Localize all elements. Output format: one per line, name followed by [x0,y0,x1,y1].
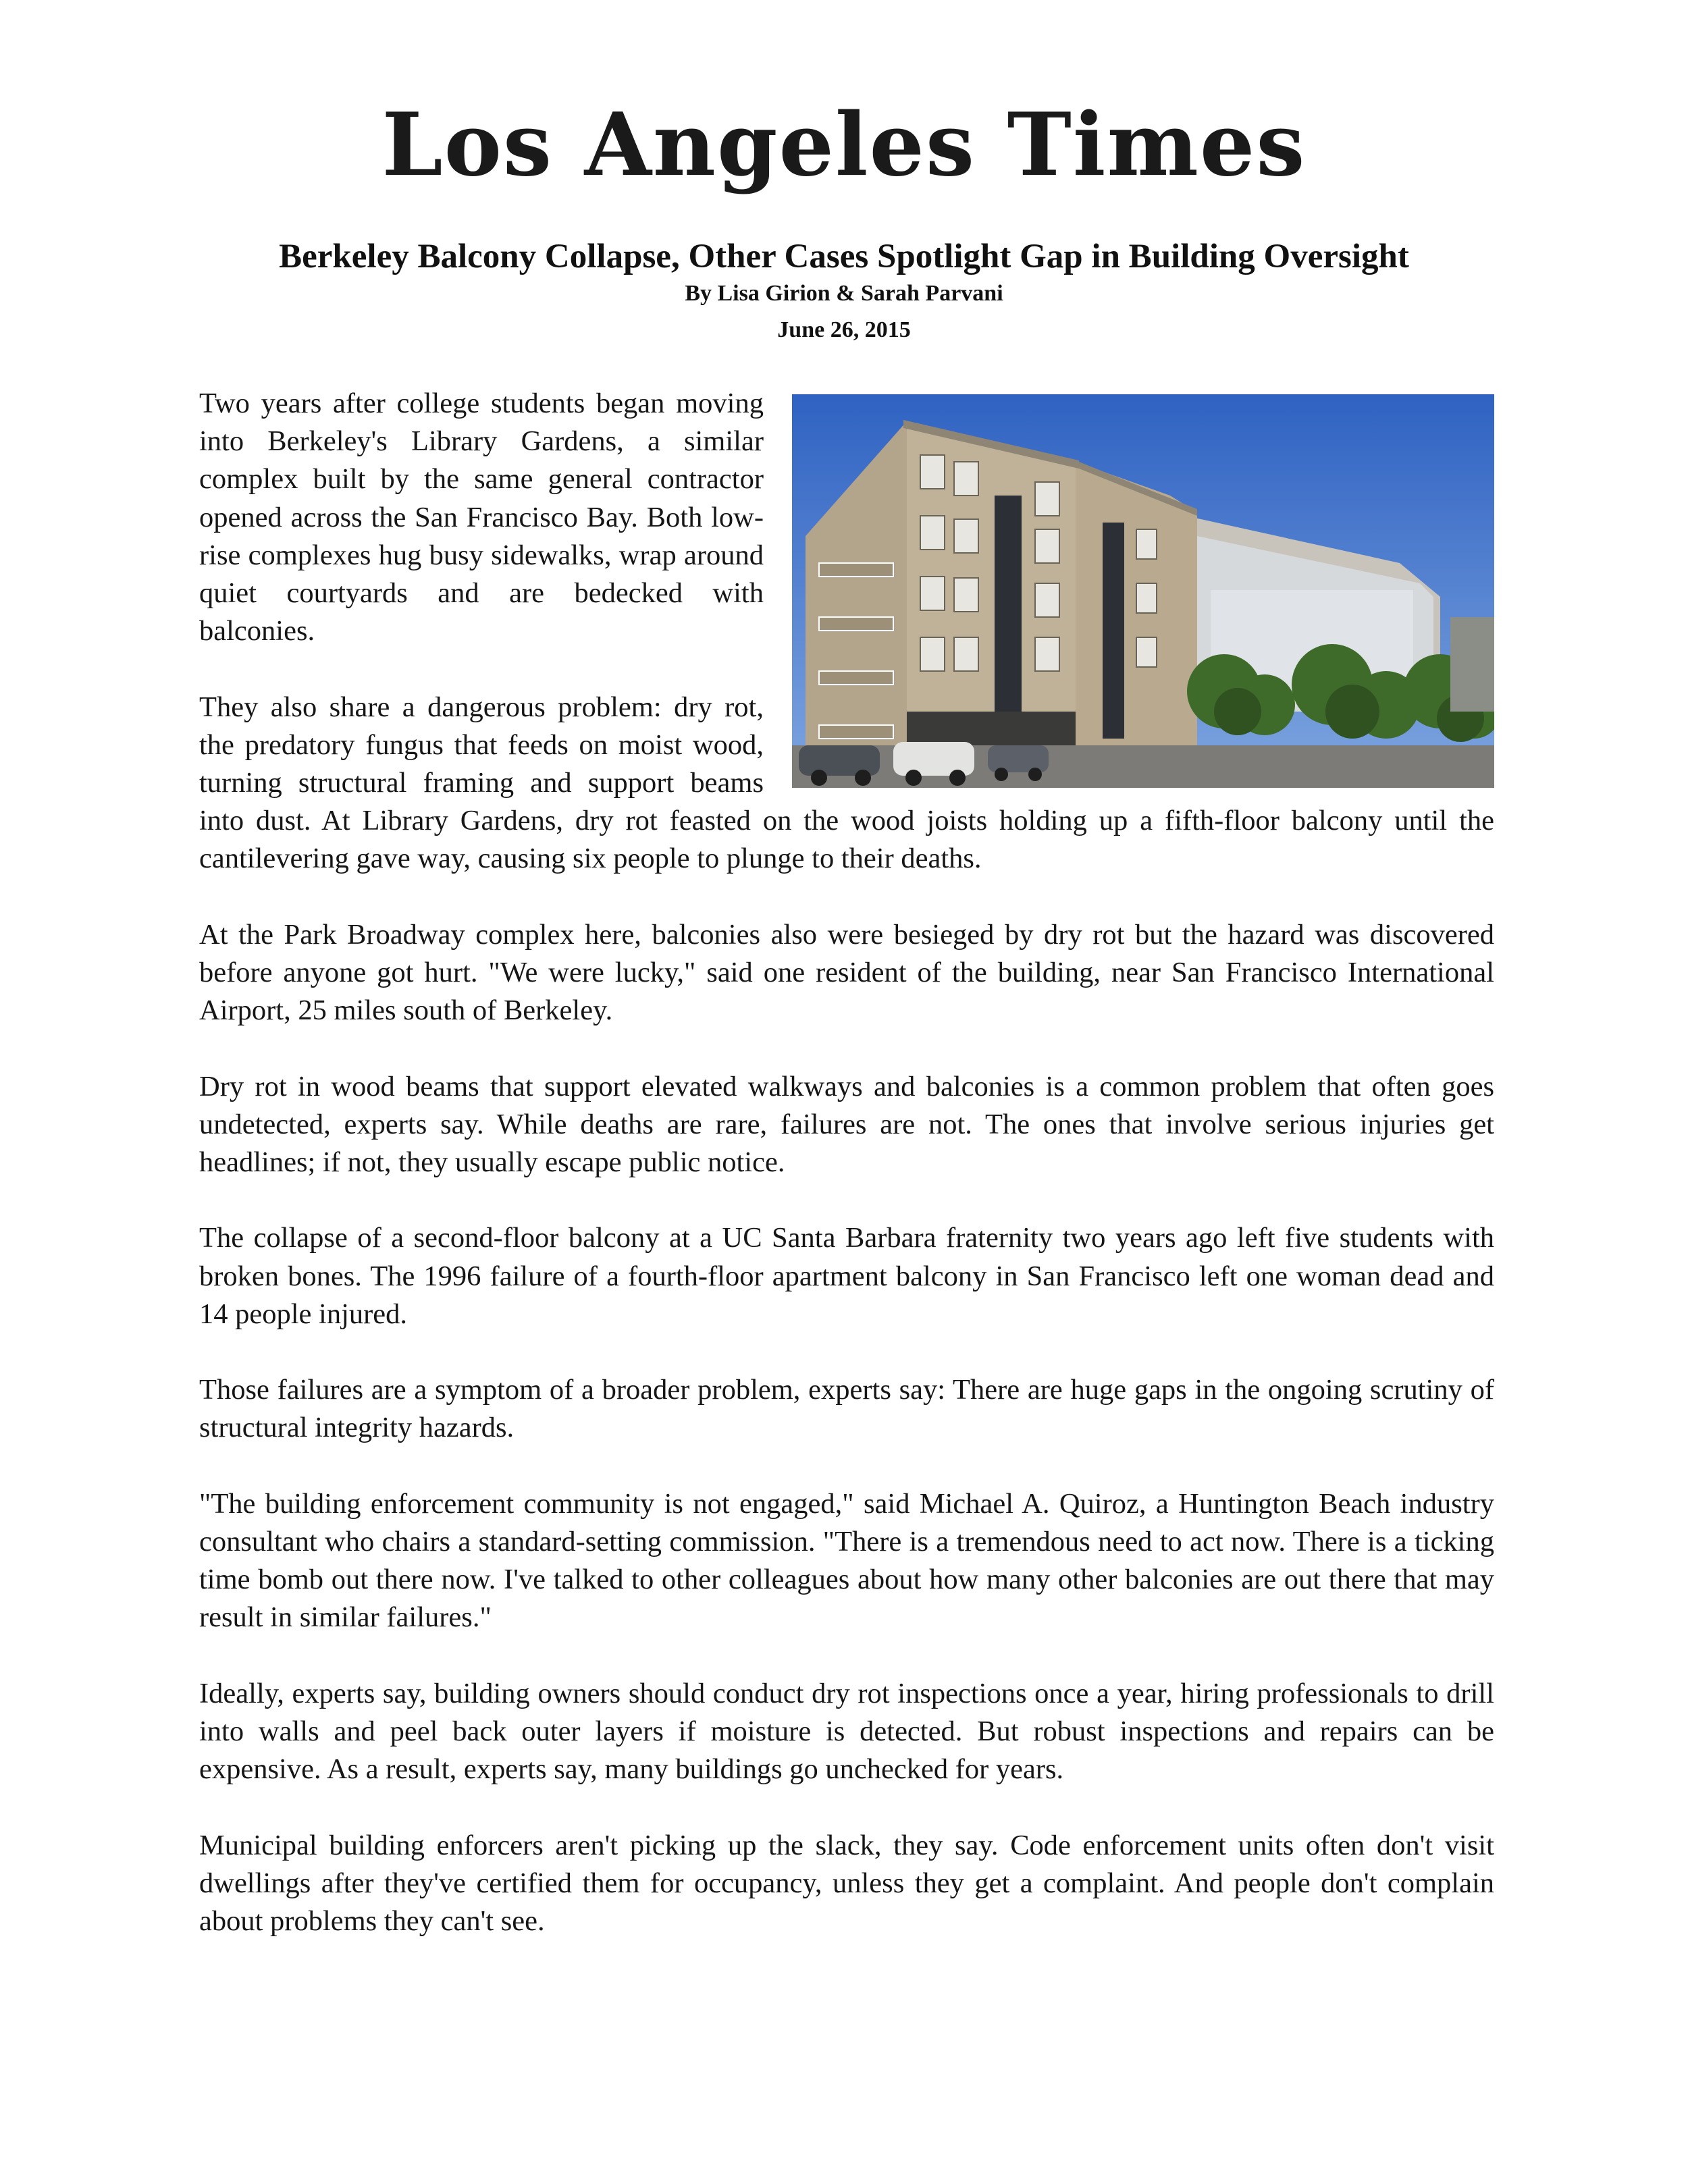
article-headline: Berkeley Balcony Collapse, Other Cases Spotlight Gap in Building Oversight [279,238,1409,275]
article-paragraph: Dry rot in wood beams that support elevated walkways and balconies is a common problem that often goes undetected, experts say. While deaths are rare, failures are not. The ones that involve serious injuries get headlines; if not, they usually escape public notice. [199,1070,1494,1179]
article-paragraph: Ideally, experts say, building owners should conduct dry rot inspections once a year, hiring professionals to drill into walls and peel back outer layers if moisture is detected. But robust inspections and repairs can be expensive. As a result, experts say, many buildings go unchecked for years. [199,1677,1494,1786]
article-paragraph: Municipal building enforcers aren't picking up the slack, they say. Code enforcement units often don't visit dwellings after they've certified them for occupancy, unless they get a complaint. And people don't complain about problems they can't see. [199,1829,1494,1937]
article-body [199,385,1494,1978]
article-paragraph: The collapse of a second-floor balcony at a UC Santa Barbara fraternity two years ago left five students with broken bones. The 1996 failure of a fourth-floor apartment balcony in San Francisco left one woman dead and 14 people injured. [199,1222,1494,1330]
masthead-logo: Los Angeles Times [381,95,1307,196]
article-paragraph: They also share a dangerous problem: dry rot, the predatory fungus that feeds on moist wood, turning structural framing and support beams into dust. At Library Gardens, dry rot feasted on the wood joists holding up a fifth-floor balcony until the cantilevering gave way, causing six people to plunge to their deaths. [199,691,1494,875]
article-date: June 26, 2015 [777,317,911,342]
article-byline: By Lisa Girion & Sarah Parvani [685,281,1003,306]
article-paragraph: At the Park Broadway complex here, balconies also were besieged by dry rot but the hazard was discovered before anyone got hurt. "We were lucky," said one resident of the building, near San Francisco International Airport, 25 miles south of Berkeley. [199,918,1494,1027]
building-photo [792,394,1494,788]
article-paragraph: Those failures are a symptom of a broader problem, experts say: There are huge gaps in the ongoing scrutiny of structural integrity hazards. [199,1374,1494,1444]
article-paragraph: Two years after college students began moving into Berkeley's Library Gardens, a similar complex built by the same general contractor opened across the San Francisco Bay. Both low-rise complexes hug busy sidewalks, wrap around quiet courtyards and are bedecked with balconies. [199,388,764,647]
article-paragraph: "The building enforcement community is not engaged," said Michael A. Quiroz, a Huntington Beach industry consultant who chairs a standard-setting commission. "There is a tremendous need to act now. There is a ticking time bomb out there now. I've talked to other colleagues about how many other balconies are out there that may result in similar failures." [199,1487,1494,1634]
